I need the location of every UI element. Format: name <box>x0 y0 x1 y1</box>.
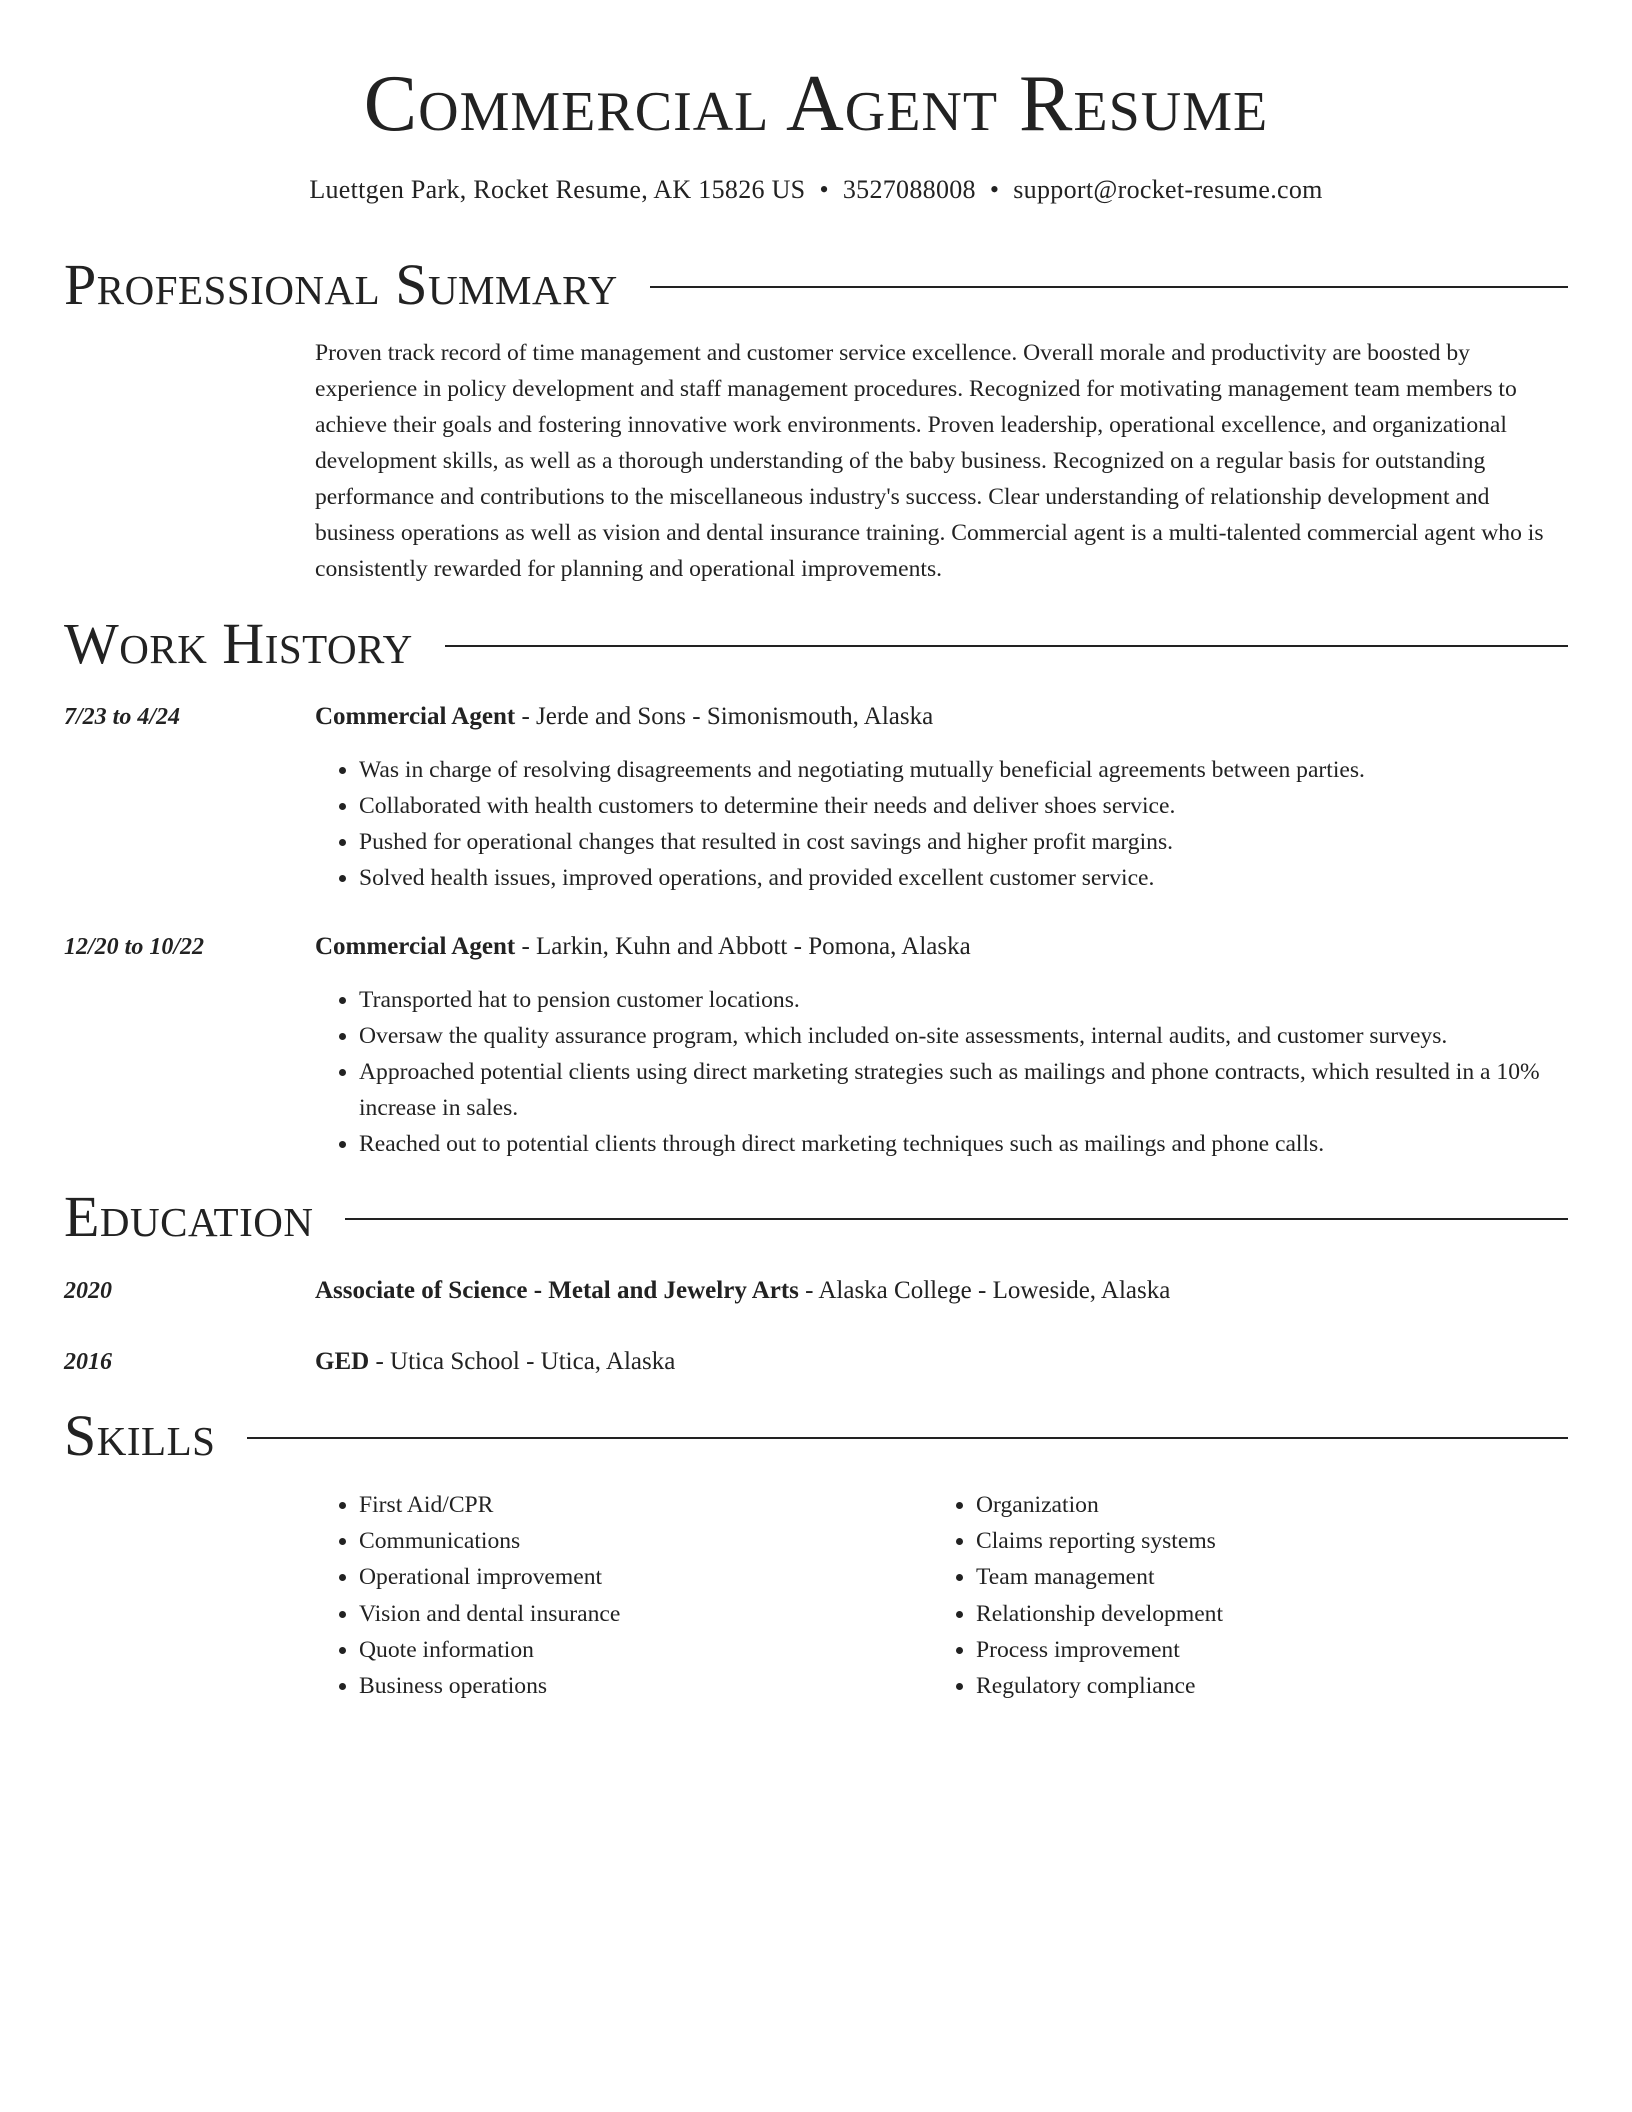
skills-section-header <box>64 1401 1568 1471</box>
contact-line <box>64 172 1568 208</box>
list-item: • Pushed for operational changes that resulted in cost savings and higher profit margins. <box>359 824 1568 860</box>
list-item: • Oversaw the quality assurance program, which included on-site assessments, internal audits, and customer surveys. <box>359 1018 1568 1054</box>
summary-text: Proven track record of time management and customer service excellence. Overall morale and productivity are boosted by experience in policy development and staff management procedures. Recognized for motivating management team members to achieve their goals and fostering innovative work environments. Proven leadership, operational excellence, and organizational development skills, as well as a thorough understanding of the baby business. Recognized on a regular basis for outstanding performance and contributions to the miscellaneous industry's success. Clear understanding of relationship development and business operations as well as vision and dental insurance training. Commercial agent is a multi-talented commercial agent who is consistently rewarded for planning and operational improvements. <box>315 340 1544 582</box>
list-item: • Was in charge of resolving disagreements and negotiating mutually beneficial agreements between parties. <box>359 752 1568 788</box>
skill-item: • Vision and dental insurance <box>359 1596 620 1632</box>
skill-item: • Regulatory compliance <box>976 1668 1223 1704</box>
job-dates: 7/23 to 4/24 <box>64 704 181 730</box>
education-year: 2020 <box>64 1278 112 1304</box>
job-header <box>315 699 1568 735</box>
skill-item: • Team management <box>976 1559 1223 1595</box>
resume-title: Commercial Agent Resume <box>363 60 1269 148</box>
contact-phone: 3527088008 <box>842 175 976 204</box>
list-item: • Transported hat to pension customer locations. <box>359 982 1568 1018</box>
contact-email: support@rocket-resume.com <box>1013 175 1323 204</box>
contact-address: Luettgen Park, Rocket Resume, AK 15826 US <box>309 175 806 204</box>
skill-item: • First Aid/CPR <box>359 1487 620 1523</box>
skills-heading: Skills <box>64 1403 216 1468</box>
job-title: Commercial Agent <box>315 933 516 960</box>
skill-item: • Claims reporting systems <box>976 1523 1223 1559</box>
skill-item: • Process improvement <box>976 1632 1223 1668</box>
list-item: • Reached out to potential clients through direct marketing techniques such as mailings and phone calls. <box>359 1126 1568 1162</box>
job-dates: 12/20 to 10/22 <box>64 934 205 960</box>
list-item: • Solved health issues, improved operations, and provided excellent customer service. <box>359 860 1568 896</box>
section-divider <box>650 286 1568 288</box>
job-title: Commercial Agent <box>315 703 516 730</box>
education-section-header <box>64 1182 1568 1252</box>
skill-item: • Business operations <box>359 1668 620 1704</box>
job-details: - Larkin, Kuhn and Abbott - Pomona, Alaska <box>515 933 971 960</box>
education-degree: GED <box>315 1348 370 1375</box>
skill-item: • Relationship development <box>976 1596 1223 1632</box>
list-item: • Approached potential clients using direct marketing strategies such as mailings and phone contracts, which resulted in a 10% increase in sales. <box>359 1054 1568 1126</box>
skill-item: • Communications <box>359 1523 620 1559</box>
education-header <box>315 1344 1568 1380</box>
section-divider <box>445 645 1568 647</box>
section-divider <box>345 1218 1568 1220</box>
education-degree: Associate of Science - Metal and Jewelry Arts <box>315 1277 799 1304</box>
education-details: - Utica School - Utica, Alaska <box>369 1348 676 1375</box>
section-divider <box>247 1437 1568 1439</box>
job-header <box>315 929 1568 965</box>
contact-separator: • <box>819 175 829 204</box>
skill-item: • Operational improvement <box>359 1559 620 1595</box>
contact-separator: • <box>989 175 1000 204</box>
summary-section-header <box>64 250 1568 320</box>
work-section-header <box>64 609 1568 679</box>
job-bullets <box>315 982 1568 1162</box>
job-bullets <box>315 752 1568 896</box>
education-header <box>315 1273 1568 1309</box>
skills-list-right <box>932 1487 1223 1704</box>
job-details: - Jerde and Sons - Simonismouth, Alaska <box>515 703 934 730</box>
skills-list-left <box>315 1487 620 1704</box>
education-details: - Alaska College - Loweside, Alaska <box>798 1277 1171 1304</box>
skill-item: • Quote information <box>359 1632 620 1668</box>
skill-item: • Organization <box>976 1487 1223 1523</box>
education-heading: Education <box>64 1184 314 1249</box>
list-item: • Collaborated with health customers to determine their needs and deliver shoes service. <box>359 788 1568 824</box>
work-heading: Work History <box>64 611 413 676</box>
education-year: 2016 <box>64 1349 112 1375</box>
summary-heading: Professional Summary <box>64 252 618 317</box>
